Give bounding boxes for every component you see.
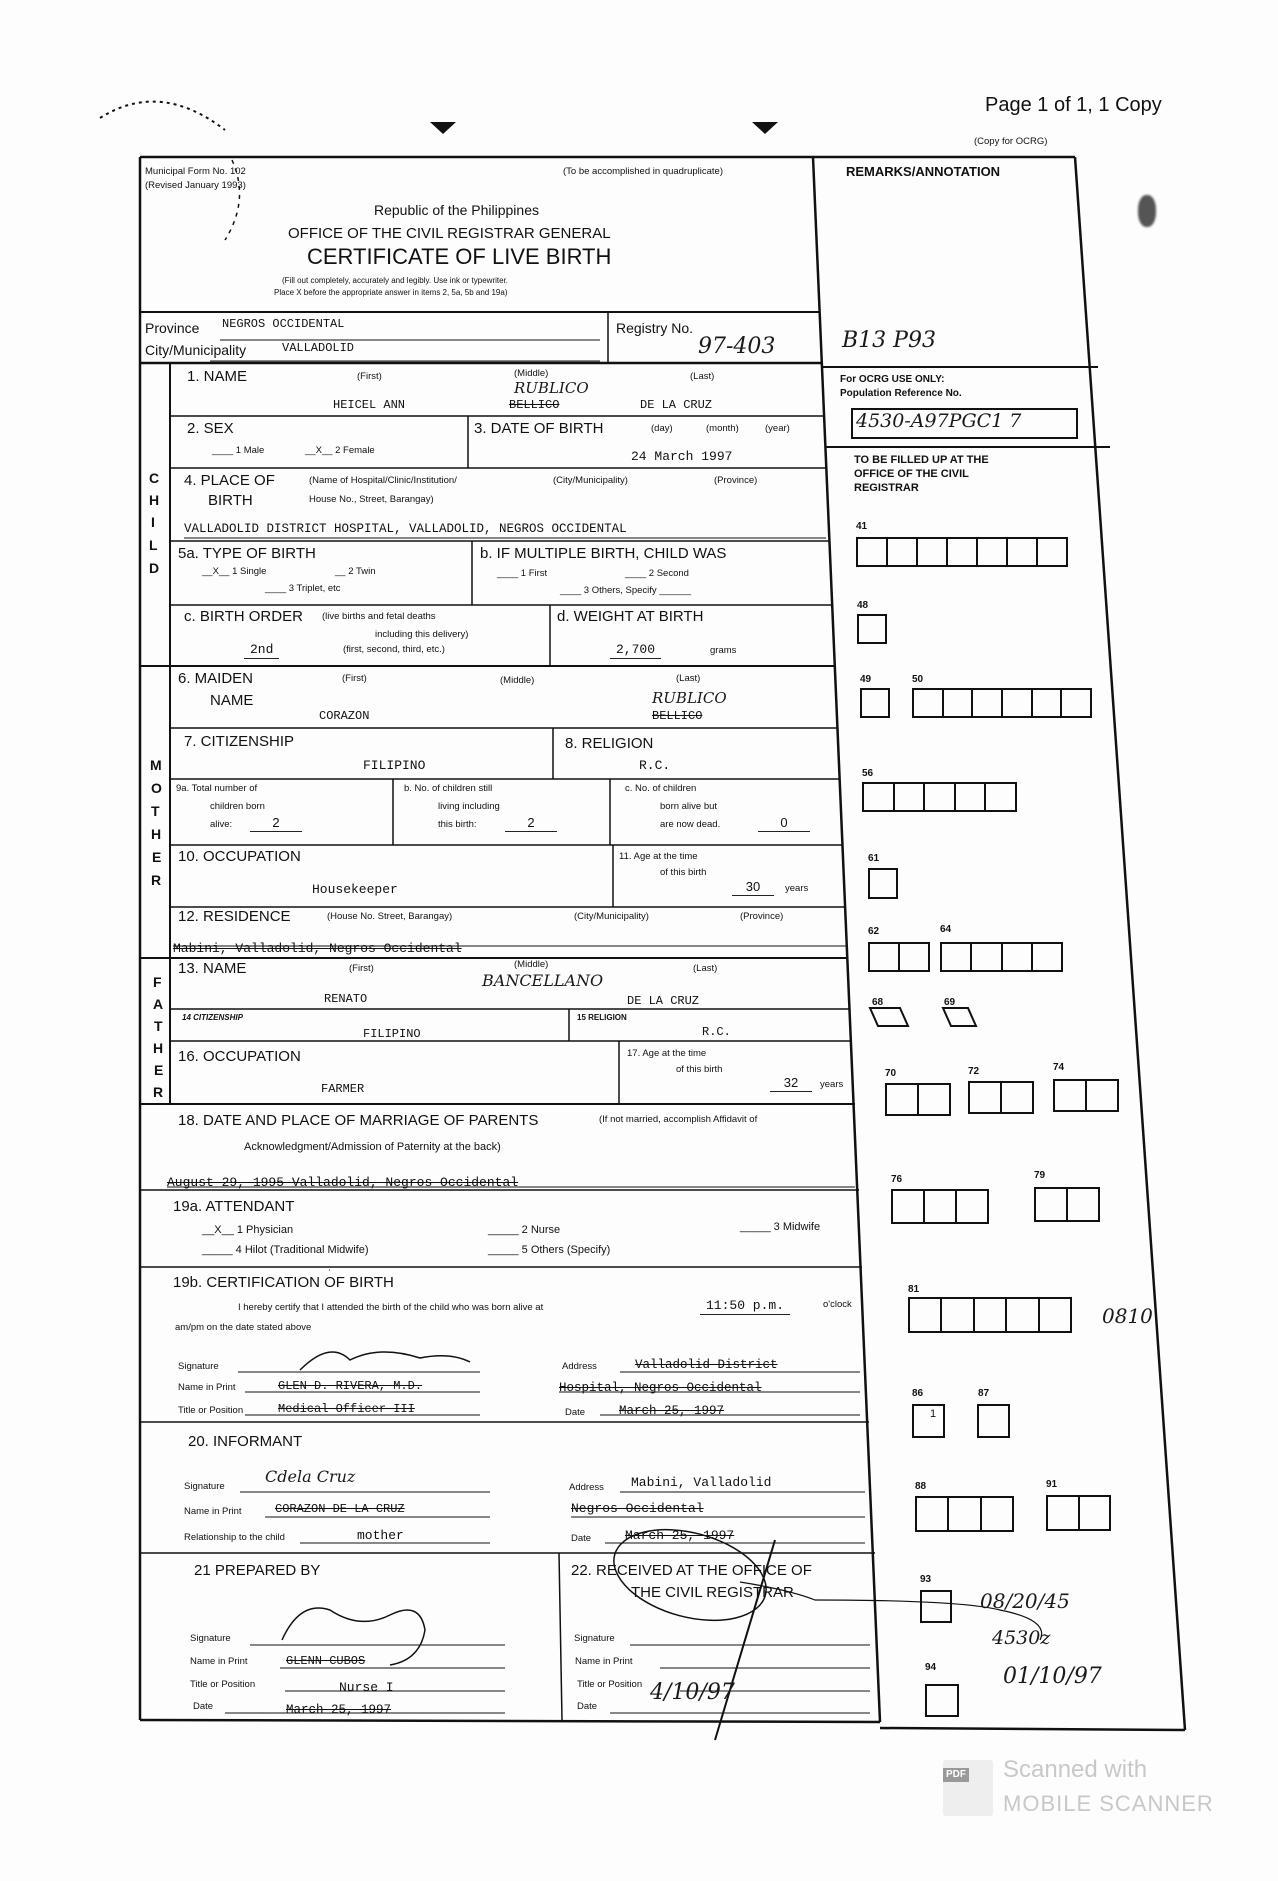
born-alive-value: 2 [250,816,302,832]
attendant-hilot-option: _____ 4 Hilot (Traditional Midwife) [202,1244,369,1256]
preparer-title: Nurse I [339,1680,394,1695]
born-alive-label: 9a. Total number of [176,783,258,794]
informant-name: CORAZON DE LA CRUZ [275,1502,405,1516]
birth-order-hint: (live births and fetal deaths [322,611,436,622]
code-cell [1033,944,1061,970]
code-50-boxes [912,688,1092,718]
remarks-annotation: B13 P93 [842,328,936,353]
certification-text-2: am/pm on the date stated above [175,1322,312,1333]
fill-up-label-2: OFFICE OF THE CIVIL [854,468,969,480]
attendant-midwife-option: _____ 3 Midwife [740,1221,821,1233]
dead-label-3: are now dead. [660,819,721,830]
code-86-box [912,1404,945,1438]
religion-label: 8. RELIGION [565,735,654,752]
code-70-label: 70 [885,1068,897,1079]
code-cell [888,539,918,565]
pob-hint: (Name of Hospital/Clinic/Institution/ [309,475,457,486]
code-64-label: 64 [940,924,952,935]
attendant-nurse-option: _____ 2 Nurse [488,1224,561,1236]
mother-religion: R.C. [639,758,671,773]
father-middle-name-handwritten: BANCELLANO [482,971,604,990]
code-56-boxes [862,782,1017,812]
sex-female-option: __X__ 2 Female [305,445,375,456]
residence-hint-3: (Province) [740,911,784,922]
received-label: 22. RECEIVED AT THE OFFICE OF [571,1562,812,1579]
weight-label: d. WEIGHT AT BIRTH [557,608,704,625]
section-letter: O [151,780,162,796]
code-cell [1048,1497,1080,1529]
pob-label: 4. PLACE OF [184,472,275,489]
mother-age: 30 [732,880,774,896]
child-last-name: DE LA CRUZ [640,398,713,412]
sex-male-option: ____ 1 Male [212,445,265,456]
code-94-label: 94 [925,1662,937,1673]
title-label: Title or Position [577,1679,643,1690]
first-label: (First) [357,371,382,382]
received-label-2: THE CIVIL REGISTRAR [631,1584,794,1601]
code-cell [1007,1299,1039,1331]
first-label: (First) [342,673,367,684]
code-41-label: 41 [856,521,868,532]
attendant-address: Valladolid District [635,1358,778,1372]
form-revised: (Revised January 1993) [145,180,246,191]
middle-label: (Middle) [514,959,549,970]
registry-label: Registry No. [616,320,694,336]
watermark-line-1: Scanned with [1003,1756,1148,1783]
weight-unit: grams [710,645,737,656]
signature-label: Signature [184,1481,225,1492]
office-heading: OFFICE OF THE CIVIL REGISTRAR GENERAL [288,225,611,242]
section-letter: R [153,1084,164,1100]
code-74-label: 74 [1053,1062,1065,1073]
informant-address-2: Negros Occidental [571,1501,704,1516]
code-cell [944,690,974,716]
code-cell [973,690,1003,716]
residence-hint: (House No. Street, Barangay) [327,911,453,922]
code-64-boxes [940,942,1063,972]
father-occupation-label: 16. OCCUPATION [178,1048,301,1065]
code-93-box [920,1590,952,1623]
mother-age-label: 11. Age at the time [619,851,698,862]
fill-up-label-3: REGISTRAR [854,482,919,494]
mother-last-name-handwritten: RUBLICO [652,689,727,707]
code-cell [970,1083,1002,1112]
attendant-label: 19a. ATTENDANT [173,1198,295,1215]
child-first-name: HEICEL ANN [333,398,406,412]
population-ref-value: 4530-A97PGC1 7 [856,410,1022,432]
father-religion-label: 15 RELIGION [577,1013,627,1022]
pob-province-hint: (Province) [714,475,758,486]
code-93-note-date: 08/20/45 [980,1589,1070,1613]
code-cell [1038,539,1066,565]
father-last-name: DE LA CRUZ [627,994,700,1008]
code-cell [1002,1083,1032,1112]
code-cell [1068,1189,1098,1220]
code-87-label: 87 [978,1388,990,1399]
marriage-hint: (If not married, accomplish Affidavit of [599,1114,758,1125]
informant-address: Mabini, Valladolid [631,1475,772,1490]
code-61-box [868,868,898,899]
mother-occupation: Housekeeper [312,882,398,897]
section-letter: R [151,872,162,888]
father-citizenship-label: 14 CITIZENSHIP [182,1013,243,1022]
first-label: (First) [349,963,374,974]
code-cell [1055,1081,1087,1110]
code-48-box [857,614,887,644]
ocrg-use-label: For OCRG USE ONLY: [840,374,945,385]
code-cell [864,784,895,810]
informant-label: 20. INFORMANT [188,1433,303,1450]
year-label: (year) [765,423,790,434]
child-name-label: 1. NAME [187,368,248,385]
code-cell [956,784,987,810]
month-label: (month) [706,423,739,434]
registry-number: 97-403 [698,334,776,359]
residence-hint-2: (City/Municipality) [574,911,649,922]
code-93-label: 93 [920,1574,932,1585]
instructions-line-2: Place X before the appropriate answer in items 2, 5a, 5b and 19a) [274,288,508,297]
code-cell [925,784,956,810]
pob-hint-2: House No., Street, Barangay) [309,494,434,505]
code-69-label: 69 [944,997,956,1008]
informant-signature: Cdela Cruz [265,1467,356,1486]
child-dob: 24 March 1997 [631,449,733,464]
certification-text: I hereby certify that I attended the birth of the child who was born alive at [238,1302,544,1313]
section-letter: T [154,1018,163,1034]
living-label: b. No. of children still [404,783,493,794]
mother-age-unit: years [785,883,809,894]
date-label: Date [577,1701,598,1712]
code-88-boxes [915,1496,1014,1532]
name-in-print-label: Name in Print [178,1382,236,1393]
code-cell [1033,690,1063,716]
instructions-line-1: (Fill out completely, accurately and legibly. Use ink or typewriter. [282,276,509,285]
child-middle-name: BELLICO [509,398,560,412]
section-letter: H [149,492,160,508]
code-88-label: 88 [915,1481,927,1492]
mother-last-name: BELLICO [652,709,703,723]
section-letter: M [150,757,162,773]
code-cell [1008,539,1038,565]
father-religion: R.C. [702,1025,731,1039]
population-ref-label: Population Reference No. [840,388,962,399]
code-cell [893,1191,925,1222]
code-cell [925,1191,957,1222]
code-cell [895,784,926,810]
address-label: Address [562,1361,597,1372]
relationship-label: Relationship to the child [184,1532,285,1543]
type-twin-option: __ 2 Twin [335,566,376,577]
code-cell [1003,944,1033,970]
code-72-label: 72 [968,1066,980,1077]
code-72-boxes [968,1081,1034,1114]
multiple-second-option: ____ 2 Second [625,568,689,579]
attendant-title: Medical Officer III [278,1402,415,1416]
signature-label: Signature [178,1361,219,1372]
section-letter: H [151,826,162,842]
occupation-label: 10. OCCUPATION [178,848,301,865]
code-93-note-code: 4530z [992,1627,1051,1649]
watermark-line-2: MOBILE SCANNER [1003,1791,1214,1816]
code-74-boxes [1053,1079,1119,1112]
address-label: Address [569,1482,604,1493]
pdf-badge: PDF [943,1768,969,1782]
section-letter: T [151,803,160,819]
pob-city-hint: (City/Municipality) [553,475,628,486]
code-79-boxes [1034,1187,1100,1222]
code-62-label: 62 [868,926,880,937]
birth-order-hint-2: including this delivery) [375,629,469,640]
province-label: Province [145,320,200,336]
arrow-down-icon [430,122,456,134]
father-age: 32 [770,1076,812,1092]
code-cell [870,944,900,970]
code-cell [910,1299,942,1331]
code-56-label: 56 [862,768,874,779]
code-cell [1040,1299,1070,1331]
father-age-label: 17. Age at the time [627,1048,707,1059]
name-in-print-label: Name in Print [184,1506,242,1517]
father-first-name: RENATO [324,992,368,1006]
attendant-others-option: _____ 5 Others (Specify) [488,1244,611,1256]
weight-value: 2,700 [610,643,661,659]
section-letter: L [149,537,158,553]
code-94-note-date: 01/10/97 [1003,1664,1102,1689]
day-label: (day) [651,423,673,434]
dead-label-2: born alive but [660,801,718,812]
birth-order-value: 2nd [244,643,279,659]
code-cell [957,1191,987,1222]
informant-date: March 25, 1997 [625,1528,735,1543]
code-cell [900,944,928,970]
code-81-label: 81 [908,1284,920,1295]
city-value: VALLADOLID [282,341,355,355]
last-label: (Last) [676,673,701,684]
code-48-label: 48 [857,600,869,611]
code-87-box [977,1404,1010,1438]
code-81-boxes [908,1297,1072,1333]
citizenship-label: 7. CITIZENSHIP [184,733,295,750]
republic-heading: Republic of the Philippines [374,202,539,218]
section-letter: I [151,514,155,530]
type-single-option: __X__ 1 Single [202,566,267,577]
prepared-by-label: 21 PREPARED BY [194,1562,321,1579]
code-76-boxes [891,1189,989,1224]
middle-label: (Middle) [514,368,549,379]
code-86-label: 86 [912,1388,924,1399]
code-61-label: 61 [868,853,880,864]
title-label: Title or Position [178,1405,244,1416]
born-alive-label-2: children born [210,801,265,812]
father-name-label: 13. NAME [178,960,247,977]
code-cell [1003,690,1033,716]
pdf-file-icon [943,1760,993,1816]
code-cell [1062,690,1090,716]
born-alive-label-3: alive: [210,819,233,830]
marriage-label: 18. DATE AND PLACE OF MARRIAGE OF PARENTS [178,1112,539,1129]
code-70-boxes [885,1083,951,1116]
mother-citizenship: FILIPINO [363,758,426,773]
preparer-name: GLENN CUBOS [286,1654,366,1668]
section-letter: F [153,974,162,990]
title-label: Title or Position [190,1679,256,1690]
attendant-date: March 25, 1997 [619,1404,725,1418]
attendant-address-2: Hospital, Negros Occidental [559,1381,762,1395]
multiple-birth-label: b. IF MULTIPLE BIRTH, CHILD WAS [480,545,727,562]
father-citizenship: FILIPINO [363,1027,421,1041]
code-cell [948,539,978,565]
multiple-others-option: ____ 3 Others, Specify ______ [560,585,691,596]
code-cell [986,784,1015,810]
form-number: Municipal Form No. 102 [145,166,246,177]
page-info: Page 1 of 1, 1 Copy [985,94,1162,116]
section-letter: E [152,849,162,865]
last-label: (Last) [690,371,715,382]
code-49-box [860,688,890,718]
code-cell [942,944,972,970]
father-age-unit: years [820,1079,844,1090]
ink-spot [1138,195,1156,227]
dob-label: 3. DATE OF BIRTH [474,420,604,437]
maiden-name-label: 6. MAIDEN [178,670,254,687]
code-cell [949,1498,981,1530]
name-in-print-label: Name in Print [575,1656,633,1667]
type-triplet-option: ____ 3 Triplet, etc [265,583,341,594]
informant-relationship: mother [357,1528,404,1543]
province-value: NEGROS OCCIDENTAL [222,317,345,331]
birth-time: 11:50 p.m. [700,1299,790,1315]
multiple-first-option: ____ 1 First [497,568,548,579]
code-cell [972,944,1002,970]
birth-order-label: c. BIRTH ORDER [184,608,303,625]
certificate-title: CERTIFICATE OF LIVE BIRTH [307,244,612,269]
section-letter: A [153,996,164,1012]
attendant-name: GLEN D. RIVERA, M.D. [278,1379,423,1393]
section-letter: D [149,560,160,576]
date-label: Date [565,1407,586,1418]
last-label: (Last) [693,963,718,974]
city-label: City/Municipality [145,342,247,358]
code-49-label: 49 [860,674,872,685]
marriage-hint-2: Acknowledgment/Admission of Paternity at the back) [244,1141,501,1153]
code-91-boxes [1046,1495,1111,1531]
mother-residence: Mabini, Valladolid, Negros Occidental [173,941,462,956]
code-cell [975,1299,1007,1331]
middle-label: (Middle) [500,675,535,686]
code-81-note: 0810 [1102,1304,1153,1328]
father-occupation: FARMER [321,1082,365,1096]
code-62-boxes [868,942,930,972]
code-cell [1036,1189,1068,1220]
quadruplicate-note: (To be accomplished in quadruplicate) [563,166,724,177]
copy-for-label: (Copy for OCRG) [974,136,1048,147]
code-76-label: 76 [891,1174,903,1185]
received-date: 4/10/97 [650,1680,735,1705]
date-label: Date [571,1533,592,1544]
code-68-label: 68 [872,997,884,1008]
signature-label: Signature [190,1633,231,1644]
sex-label: 2. SEX [187,420,234,437]
code-50-label: 50 [912,674,924,685]
code-cell [914,690,944,716]
code-86-value: 1 [930,1408,937,1420]
name-in-print-label: Name in Print [190,1656,248,1667]
living-label-3: this birth: [438,819,477,830]
signature-label: Signature [574,1633,615,1644]
code-cell [919,1085,949,1114]
fill-up-label: TO BE FILLED UP AT THE [854,454,989,466]
arrow-down-icon [752,122,778,134]
child-middle-name-handwritten: RUBLICO [514,379,589,397]
preparer-date: March 25, 1997 [286,1703,392,1717]
father-age-label-2: of this birth [676,1064,723,1075]
code-79-label: 79 [1034,1170,1046,1181]
code-94-box [925,1684,959,1717]
type-of-birth-label: 5a. TYPE OF BIRTH [178,545,316,562]
code-91-label: 91 [1046,1479,1058,1490]
maiden-name-label-2: NAME [210,692,254,709]
child-pob: VALLADOLID DISTRICT HOSPITAL, VALLADOLID, NEGROS OCCIDENTAL [184,522,627,536]
code-cell [887,1085,919,1114]
mother-age-label-2: of this birth [660,867,707,878]
mother-first-name: CORAZON [319,709,370,723]
code-41-boxes [856,537,1068,567]
living-value: 2 [505,816,557,832]
living-label-2: living including [438,801,500,812]
code-cell [1087,1081,1117,1110]
code-cell [1080,1497,1110,1529]
attendant-physician-option: __X__ 1 Physician [202,1224,294,1236]
section-letter: H [153,1040,164,1056]
code-cell [918,539,948,565]
dead-label: c. No. of children [625,783,697,794]
oclock-label: o'clock [823,1299,852,1310]
birth-order-hint-3: (first, second, third, etc.) [343,644,445,655]
code-cell [942,1299,974,1331]
residence-label: 12. RESIDENCE [178,908,291,925]
code-cell [978,539,1008,565]
pob-label-2: BIRTH [208,492,253,509]
code-cell [982,1498,1012,1530]
remarks-header: REMARKS/ANNOTATION [846,164,1001,179]
certification-label: 19b. CERTIFICATION OF BIRTH [173,1274,394,1291]
section-letter: C [149,470,160,486]
date-label: Date [193,1701,214,1712]
code-cell [917,1498,949,1530]
dead-value: 0 [758,816,810,832]
section-letter: E [154,1062,164,1078]
code-cell [858,539,888,565]
marriage-value: August 29, 1995 Valladolid, Negros Occidental [167,1175,519,1190]
